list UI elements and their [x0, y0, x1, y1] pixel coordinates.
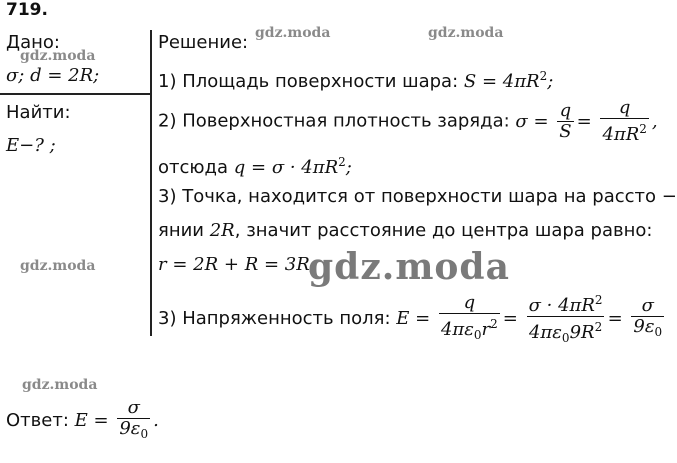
answer-label: Ответ:: [6, 410, 69, 431]
formula-2r: 2R: [209, 220, 235, 241]
watermark: gdz.moda: [22, 377, 98, 393]
divider-vertical: [150, 30, 152, 336]
find-value: E−? ;: [6, 135, 56, 156]
formula-distance: r = 2R + R = 3R;: [158, 254, 316, 275]
formula-surface-density: σ = $\frac{q}{S}$ = $\frac{q}{4\pi R^2}$ ,: [515, 97, 658, 145]
formula-field: E = $\frac{q}{4\pi\varepsilon_0r^2}$ = $\frac{\sigma \cdot 4\pi R^2}{4\pi\varepsilon_09R^2}$ = $\frac{\sigma}{9\varepsilon_0}$: [396, 308, 667, 329]
divider-given-find: [0, 93, 150, 95]
step-1-text: 1) Площадь поверхности шара:: [158, 71, 459, 92]
answer: [6, 398, 159, 444]
formula-sphere-area: $S = 4\pi R^2$;: [463, 69, 554, 92]
step-3-line2: [158, 220, 652, 242]
watermark: gdz.moda: [428, 25, 504, 41]
step-2b: [158, 151, 352, 179]
step-4-text: 3) Напряженность поля:: [158, 308, 391, 329]
watermark: gdz.moda: [20, 48, 96, 64]
step-1: [158, 65, 553, 93]
answer-formula: E = $\frac{\sigma}{9\varepsilon_0}$ .: [75, 410, 159, 431]
step-3-line2-b: , значит расстояние до центра шара равно:: [234, 220, 653, 241]
given-values: σ; d = 2R;: [6, 65, 100, 86]
given-label: Дано:: [6, 32, 60, 53]
solution-label: Решение:: [158, 32, 249, 53]
step-2: [158, 98, 658, 145]
watermark: gdz.moda: [20, 258, 96, 274]
step-2-text: 2) Поверхностная плотность заряда:: [158, 110, 510, 132]
watermark: gdz.moda: [255, 25, 331, 41]
hence-text: отсюда: [158, 157, 229, 178]
step-3-line2-a: янии: [158, 220, 204, 241]
step-3-line1: 3) Точка, находится от поверхности шара на расстo −: [158, 186, 677, 207]
formula-charge: $q = \sigma \cdot 4\pi R^2$;: [233, 155, 352, 178]
problem-number: 719.: [6, 0, 48, 20]
watermark-large: gdz.moda: [308, 246, 510, 288]
step-4: [158, 290, 667, 348]
find-label: Найти:: [6, 102, 71, 123]
